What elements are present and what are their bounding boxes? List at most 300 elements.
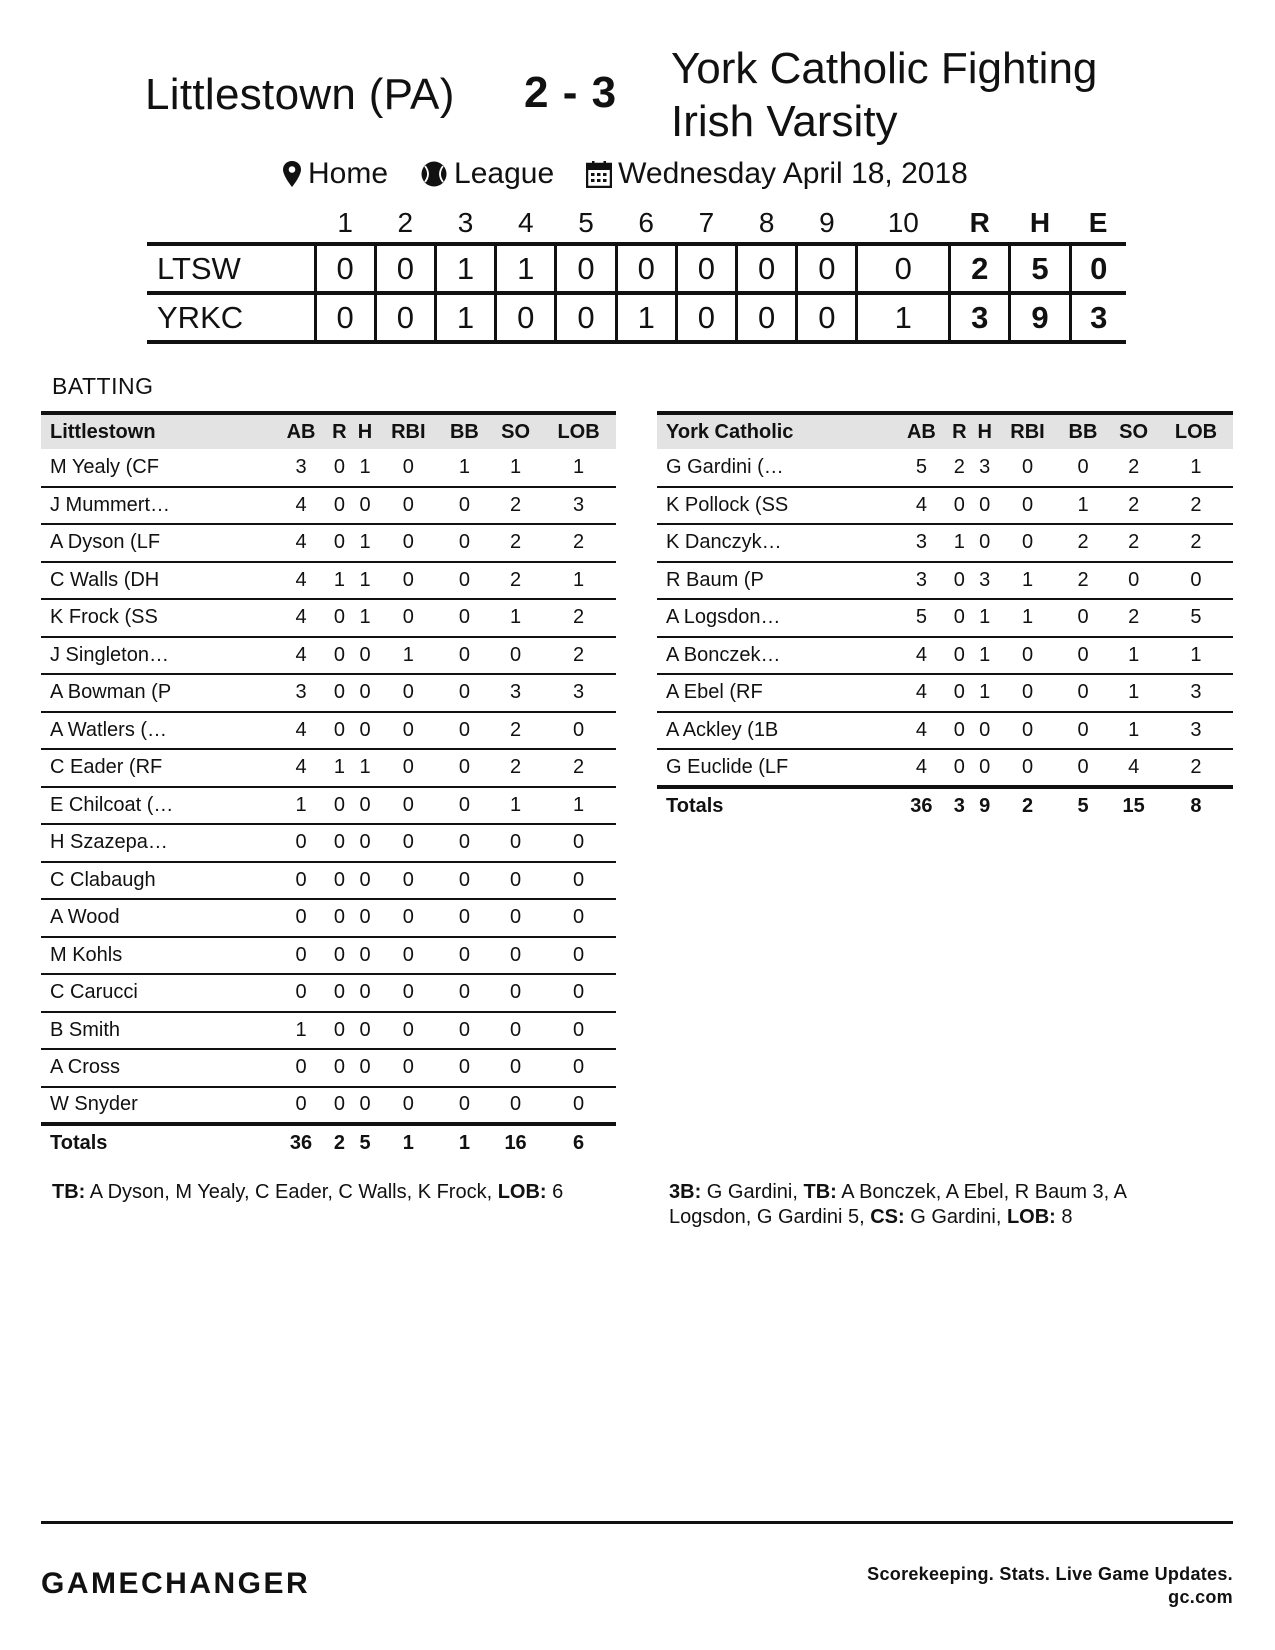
linescore-total-cell: 3: [950, 293, 1010, 342]
batter-stat: 0: [439, 1087, 490, 1125]
batter-stat: 0: [997, 712, 1057, 750]
home-batting-table: [657, 411, 1233, 824]
note-label: 3B:: [669, 1181, 702, 1203]
batter-stat: 1: [490, 787, 541, 825]
batter-stat: 0: [541, 862, 616, 900]
batter-stat: 0: [439, 1049, 490, 1087]
batter-row: [657, 449, 1233, 487]
batter-stat: 0: [378, 674, 439, 712]
away-batting-header-row: [41, 413, 616, 449]
hits-header: H: [1029, 207, 1051, 238]
batter-stat: 0: [327, 524, 353, 562]
batter-stat: 0: [378, 974, 439, 1012]
batter-stat: 1: [352, 749, 378, 787]
totals-stat: 9: [979, 794, 991, 817]
batter-name: A Ebel (RF: [657, 674, 896, 712]
batter-stat: 1: [275, 787, 326, 825]
batter-row: [657, 637, 1233, 675]
note-text: 6: [546, 1181, 564, 1203]
runs-header: R: [969, 207, 990, 238]
batter-name: A Wood: [41, 899, 275, 937]
batter-stat: 3: [896, 562, 947, 600]
batter-stat: 0: [947, 712, 972, 750]
batter-name: A Ackley (1B: [657, 712, 896, 750]
batter-stat: 0: [1058, 749, 1109, 787]
batter-stat: 0: [490, 899, 541, 937]
batter-stat: 0: [439, 562, 490, 600]
batter-name: C Walls (DH: [41, 562, 275, 600]
batter-stat: 0: [972, 524, 997, 562]
stat-header: H: [977, 420, 992, 443]
batter-name: C Eader (RF: [41, 749, 275, 787]
away-batting-table: [41, 411, 616, 1162]
batter-stat: 4: [896, 674, 947, 712]
batter-stat: 1: [490, 449, 541, 487]
batter-name: K Frock (SS: [41, 599, 275, 637]
batter-stat: 1: [327, 749, 353, 787]
batter-stat: 3: [1159, 712, 1233, 750]
batter-stat: 0: [327, 637, 353, 675]
note-text: G Gardini,: [904, 1206, 1007, 1228]
batter-stat: 0: [947, 749, 972, 787]
inning-header: 2: [397, 207, 414, 238]
batter-stat: 2: [541, 599, 616, 637]
game-header: [0, 42, 1275, 152]
batter-row: [41, 674, 616, 712]
stat-header: BB: [449, 420, 479, 443]
linescore-inning-cell: 0: [676, 244, 736, 293]
batter-name: H Szazepa…: [41, 824, 275, 862]
batter-stat: 0: [327, 599, 353, 637]
batter-name: G Gardini (…: [657, 449, 896, 487]
batter-stat: 0: [439, 674, 490, 712]
linescore-inning-cell: 1: [435, 244, 495, 293]
stat-header: LOB: [1174, 420, 1218, 443]
batter-stat: 0: [327, 787, 353, 825]
stat-header: R: [332, 420, 347, 443]
batter-stat: 0: [490, 1049, 541, 1087]
inning-header: 7: [698, 207, 715, 238]
batter-stat: 0: [541, 899, 616, 937]
date-label: Wednesday April 18, 2018: [618, 157, 968, 190]
batter-stat: 4: [275, 562, 326, 600]
batter-stat: 0: [352, 712, 378, 750]
batter-stat: 0: [352, 974, 378, 1012]
batter-stat: 3: [490, 674, 541, 712]
inning-header: 1: [337, 207, 353, 238]
batter-stat: 0: [327, 862, 353, 900]
stat-header: AB: [286, 420, 316, 443]
batter-stat: 0: [352, 824, 378, 862]
home-batting-notes: [669, 1180, 1209, 1230]
batter-stat: 0: [327, 712, 353, 750]
totals-stat: 2: [1021, 794, 1034, 817]
batter-name: M Kohls: [41, 937, 275, 975]
batter-name: K Pollock (SS: [657, 487, 896, 525]
batter-stat: 0: [352, 862, 378, 900]
totals-stat: 3: [953, 794, 965, 817]
batter-stat: 0: [378, 787, 439, 825]
batter-stat: 0: [997, 449, 1057, 487]
batter-stat: 0: [378, 599, 439, 637]
batter-stat: 0: [275, 862, 326, 900]
batter-stat: 0: [997, 524, 1057, 562]
linescore-total-cell: 0: [1070, 244, 1126, 293]
batter-stat: 0: [352, 1087, 378, 1125]
batter-stat: 0: [972, 712, 997, 750]
batter-stat: 4: [896, 749, 947, 787]
batter-stat: 0: [997, 487, 1057, 525]
batter-stat: 0: [997, 637, 1057, 675]
linescore-inning-cell: 0: [556, 293, 616, 342]
batter-name: M Yealy (CF: [41, 449, 275, 487]
batter-stat: 2: [1108, 524, 1159, 562]
batter-row: [41, 1012, 616, 1050]
batter-row: [657, 599, 1233, 637]
away-batting-notes: [52, 1180, 622, 1205]
linescore-inning-cell: 0: [737, 293, 797, 342]
batter-stat: 0: [327, 824, 353, 862]
away-team-column-header: Littlestown: [50, 420, 156, 443]
batter-stat: 2: [947, 449, 972, 487]
totals-stat: 5: [359, 1132, 371, 1155]
batter-stat: 2: [1159, 487, 1233, 525]
inning-header: 4: [517, 207, 534, 238]
totals-stat: 5: [1077, 794, 1089, 817]
footer-divider: [41, 1521, 1233, 1524]
batter-stat: 0: [439, 1012, 490, 1050]
batter-stat: 0: [352, 787, 378, 825]
batting-section-title: BATTING: [52, 373, 154, 399]
batter-stat: 2: [1108, 449, 1159, 487]
batter-stat: 0: [1159, 562, 1233, 600]
home-team-column-header: York Catholic: [666, 420, 794, 443]
batter-stat: 5: [1159, 599, 1233, 637]
batter-row: [657, 674, 1233, 712]
batter-stat: 0: [352, 1049, 378, 1087]
batter-stat: 1: [327, 562, 353, 600]
linescore-total-cell: 5: [1010, 244, 1070, 293]
note-text: A Bonczek, A Ebel, R Baum 3, A Logsdon, G Gardini 5,: [669, 1181, 1126, 1228]
batter-stat: 0: [947, 674, 972, 712]
batter-stat: 0: [378, 1012, 439, 1050]
note-text: 8: [1055, 1206, 1073, 1228]
batter-stat: 1: [541, 787, 616, 825]
batter-stat: 1: [997, 562, 1057, 600]
batter-stat: 0: [439, 899, 490, 937]
note-text: A Dyson, M Yealy, C Eader, C Walls, K Frock,: [85, 1181, 498, 1203]
totals-stat: 6: [573, 1132, 585, 1155]
linescore-row: [147, 244, 1126, 293]
batter-row: [41, 487, 616, 525]
linescore-inning-cell: 0: [737, 244, 797, 293]
linescore-inning-cell: 0: [797, 293, 857, 342]
batter-row: [41, 749, 616, 787]
batter-stat: 0: [972, 487, 997, 525]
batter-stat: 0: [352, 899, 378, 937]
note-label: LOB:: [1006, 1206, 1056, 1228]
batter-stat: 0: [490, 937, 541, 975]
note-label: CS:: [870, 1206, 905, 1228]
batter-stat: 0: [327, 449, 353, 487]
batter-stat: 0: [1058, 637, 1109, 675]
linescore-inning-cell: 1: [435, 293, 495, 342]
batter-stat: 1: [352, 449, 378, 487]
batter-stat: 1: [1058, 487, 1109, 525]
batter-row: [657, 524, 1233, 562]
batter-stat: 0: [439, 637, 490, 675]
map-pin-icon: [282, 160, 302, 188]
totals-label: Totals: [666, 794, 724, 817]
batter-stat: 0: [327, 1012, 353, 1050]
batter-stat: 5: [896, 599, 947, 637]
location-meta: [282, 157, 388, 191]
batter-row: [41, 824, 616, 862]
batter-stat: 0: [490, 1087, 541, 1125]
totals-stat: 16: [504, 1132, 527, 1155]
linescore-row: [147, 293, 1126, 342]
linescore-team-abbr: YRKC: [157, 299, 244, 335]
batter-stat: 3: [1159, 674, 1233, 712]
batter-stat: 4: [896, 637, 947, 675]
batter-row: [41, 524, 616, 562]
batter-stat: 0: [490, 1012, 541, 1050]
batter-row: [41, 1049, 616, 1087]
batter-name: A Bonczek…: [657, 637, 896, 675]
linescore-header-team: [147, 204, 315, 244]
batter-name: J Mummert…: [41, 487, 275, 525]
batter-row: [41, 599, 616, 637]
linescore-inning-cell: 0: [616, 244, 676, 293]
linescore-total-cell: 2: [950, 244, 1010, 293]
stat-header: H: [357, 420, 373, 443]
batter-row: [41, 449, 616, 487]
batter-stat: 2: [1058, 524, 1109, 562]
batter-row: [41, 974, 616, 1012]
batter-stat: 0: [439, 862, 490, 900]
batter-stat: 2: [541, 749, 616, 787]
batter-stat: 0: [378, 487, 439, 525]
linescore-inning-cell: 0: [375, 293, 435, 342]
batter-stat: 4: [275, 637, 326, 675]
batter-stat: 0: [378, 712, 439, 750]
inning-header: 10: [887, 207, 919, 238]
batter-stat: 0: [490, 974, 541, 1012]
batter-stat: 2: [1159, 524, 1233, 562]
totals-stat: 36: [289, 1132, 313, 1155]
batter-stat: 0: [947, 637, 972, 675]
game-meta: [282, 154, 1000, 194]
batter-row: [41, 937, 616, 975]
batter-row: [41, 562, 616, 600]
stat-header: SO: [1119, 420, 1149, 443]
baseball-icon: [420, 160, 448, 188]
totals-stat: 36: [910, 794, 933, 817]
footer-tagline: [867, 1563, 1233, 1609]
batter-stat: 2: [490, 712, 541, 750]
linescore-inning-cell: 0: [797, 244, 857, 293]
batter-stat: 1: [352, 524, 378, 562]
batter-name: C Clabaugh: [41, 862, 275, 900]
batter-name: J Singleton…: [41, 637, 275, 675]
game-type-label: League: [454, 157, 555, 190]
linescore-table: [147, 204, 1126, 344]
batter-stat: 0: [541, 824, 616, 862]
batter-stat: 0: [275, 1049, 326, 1087]
inning-header: 9: [819, 207, 835, 238]
batter-name: G Euclide (LF: [657, 749, 896, 787]
batter-stat: 4: [275, 524, 326, 562]
batter-stat: 0: [490, 862, 541, 900]
linescore-total-cell: 3: [1070, 293, 1126, 342]
stat-header: R: [952, 420, 967, 443]
final-score: 2 - 3: [524, 68, 618, 117]
batter-name: A Bowman (P: [41, 674, 275, 712]
batter-stat: 1: [1108, 712, 1159, 750]
totals-row: [657, 787, 1233, 825]
batter-name: A Logsdon…: [657, 599, 896, 637]
totals-row: [41, 1124, 616, 1162]
batter-stat: 0: [378, 524, 439, 562]
batter-stat: 0: [439, 599, 490, 637]
batter-stat: 0: [275, 824, 326, 862]
batter-stat: 0: [378, 1087, 439, 1125]
batter-stat: 0: [352, 1012, 378, 1050]
stat-header: RBI: [391, 420, 426, 443]
batter-stat: 2: [541, 637, 616, 675]
note-text: G Gardini,: [701, 1181, 804, 1203]
batter-name: W Snyder: [41, 1087, 275, 1125]
batter-stat: 4: [275, 487, 326, 525]
away-team-name: Littlestown (PA): [145, 70, 455, 119]
stat-header: BB: [1068, 420, 1098, 443]
batter-stat: 0: [327, 674, 353, 712]
batter-stat: 0: [439, 787, 490, 825]
batter-stat: 0: [352, 937, 378, 975]
batter-stat: 0: [275, 974, 326, 1012]
batter-stat: 1: [541, 562, 616, 600]
batter-stat: 1: [947, 524, 972, 562]
batter-stat: 0: [947, 562, 972, 600]
inning-header: 6: [638, 207, 654, 238]
batter-stat: 2: [490, 749, 541, 787]
batter-stat: 0: [1058, 449, 1109, 487]
inning-header: 3: [457, 207, 474, 238]
footer-url: gc.com: [1168, 1587, 1233, 1607]
batter-stat: 0: [275, 937, 326, 975]
batter-stat: 0: [327, 1049, 353, 1087]
tagline-text: Scorekeeping. Stats. Live Game Updates.: [867, 1564, 1233, 1584]
home-team-name: York Catholic Fighting Irish Varsity: [671, 44, 1098, 146]
batter-stat: 4: [896, 712, 947, 750]
inning-header: 5: [578, 207, 594, 238]
batter-stat: 1: [1108, 637, 1159, 675]
totals-label: Totals: [50, 1132, 108, 1155]
inning-header: 8: [758, 207, 775, 238]
batter-stat: 3: [275, 674, 326, 712]
batter-stat: 0: [541, 974, 616, 1012]
batter-row: [41, 637, 616, 675]
batter-name: R Baum (P: [657, 562, 896, 600]
batter-row: [41, 787, 616, 825]
batter-stat: 0: [490, 824, 541, 862]
batter-stat: 0: [997, 749, 1057, 787]
batter-stat: 0: [1108, 562, 1159, 600]
batter-stat: 0: [378, 1049, 439, 1087]
batter-stat: 0: [1058, 599, 1109, 637]
batter-stat: 2: [1058, 562, 1109, 600]
batter-stat: 1: [275, 1012, 326, 1050]
batter-stat: 0: [972, 749, 997, 787]
stat-header: RBI: [1010, 420, 1045, 443]
batter-stat: 1: [439, 449, 490, 487]
linescore-inning-cell: 0: [676, 293, 736, 342]
batter-stat: 1: [352, 599, 378, 637]
batter-stat: 4: [896, 487, 947, 525]
batter-stat: 2: [1159, 749, 1233, 787]
batter-stat: 0: [541, 712, 616, 750]
batter-row: [657, 487, 1233, 525]
batter-stat: 1: [972, 674, 997, 712]
batter-row: [41, 899, 616, 937]
linescore-header-row: [147, 204, 1126, 244]
batter-stat: 0: [439, 712, 490, 750]
batter-stat: 2: [490, 524, 541, 562]
batter-stat: 2: [541, 524, 616, 562]
linescore-inning-cell: 0: [315, 244, 375, 293]
linescore-inning-cell: 1: [496, 244, 556, 293]
batter-stat: 1: [352, 562, 378, 600]
batter-stat: 0: [352, 637, 378, 675]
batter-stat: 1: [490, 599, 541, 637]
batter-stat: 0: [439, 974, 490, 1012]
batter-stat: 2: [1108, 599, 1159, 637]
batter-stat: 0: [439, 487, 490, 525]
batter-stat: 5: [896, 449, 947, 487]
batter-stat: 0: [1058, 674, 1109, 712]
note-label: LOB:: [497, 1181, 547, 1203]
batter-stat: 2: [490, 487, 541, 525]
batter-stat: 0: [947, 599, 972, 637]
batter-row: [41, 862, 616, 900]
batter-stat: 0: [439, 749, 490, 787]
linescore-inning-cell: 0: [496, 293, 556, 342]
linescore-inning-cell: 1: [857, 293, 950, 342]
batter-stat: 0: [541, 1012, 616, 1050]
batter-stat: 0: [352, 487, 378, 525]
batter-name: A Dyson (LF: [41, 524, 275, 562]
batter-stat: 0: [327, 937, 353, 975]
stat-header: LOB: [557, 420, 600, 443]
linescore-inning-cell: 0: [375, 244, 435, 293]
calendar-icon: [586, 160, 612, 188]
batter-stat: 3: [972, 449, 997, 487]
batter-stat: 4: [275, 749, 326, 787]
batter-row: [657, 562, 1233, 600]
linescore-inning-cell: 1: [616, 293, 676, 342]
batter-stat: 1: [972, 637, 997, 675]
stat-header: SO: [501, 420, 531, 443]
game-type-meta: [420, 157, 554, 191]
batter-row: [41, 1087, 616, 1125]
totals-stat: 2: [333, 1132, 345, 1155]
batter-row: [41, 712, 616, 750]
batter-stat: 0: [327, 974, 353, 1012]
linescore-inning-cell: 0: [857, 244, 950, 293]
batter-stat: 0: [352, 674, 378, 712]
batter-name: C Carucci: [41, 974, 275, 1012]
batter-stat: 0: [439, 937, 490, 975]
